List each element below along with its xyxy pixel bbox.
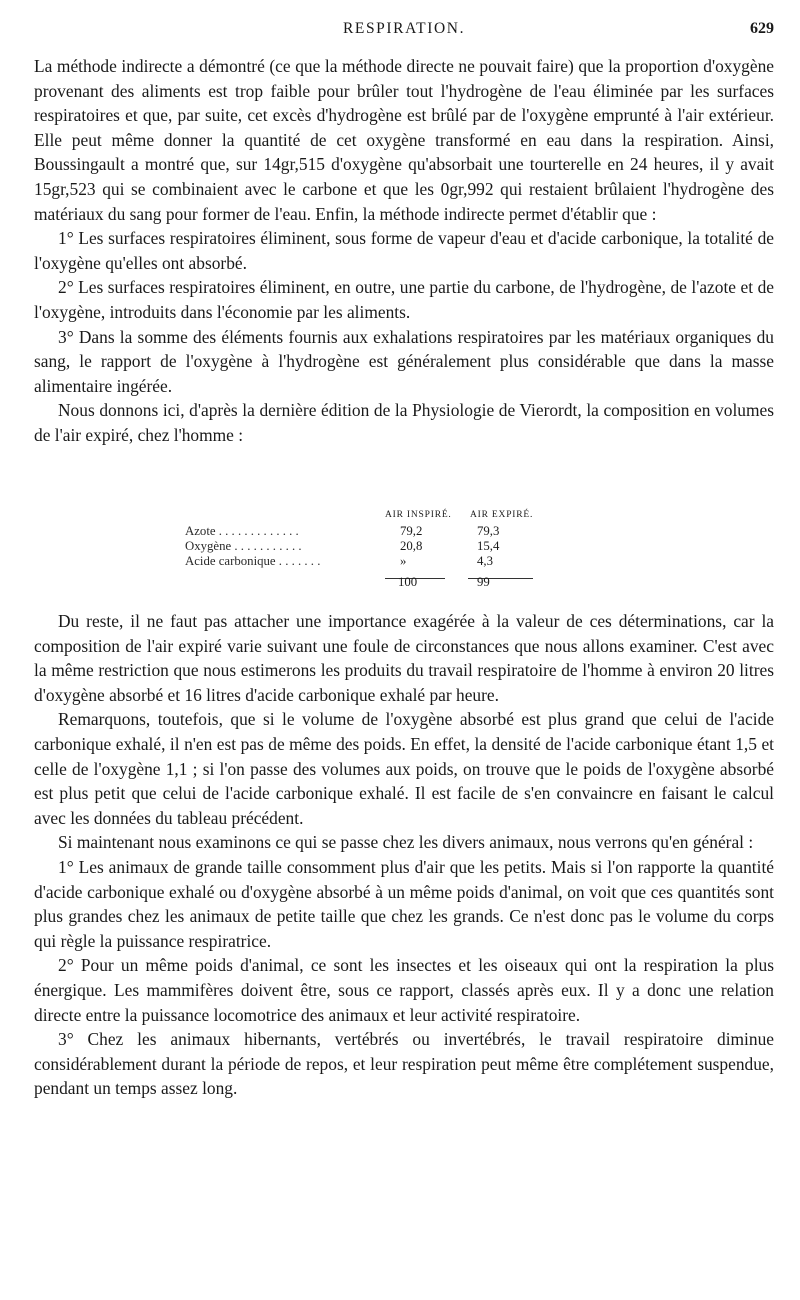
- column-header-inspired: AIR INSPIRÉ.: [385, 510, 452, 520]
- cell-inspired: 20,8: [400, 539, 423, 553]
- column-header-expired: AIR EXPIRÉ.: [470, 510, 534, 520]
- total-inspired: 100: [398, 575, 418, 589]
- cell-expired: 15,4: [477, 539, 500, 553]
- air-composition-table: [185, 508, 555, 593]
- paragraph-point-1: 1° Les surfaces respiratoires éliminent, sous forme de vapeur d'eau et d'acide carbonique, la totalité de l'oxygène qu'elles ont absorbé.: [34, 228, 774, 273]
- leader-dots: Acide carbonique . . . . . . .: [185, 554, 321, 568]
- cell-expired: 4,3: [477, 554, 493, 568]
- table-header: [185, 508, 555, 524]
- paragraph-vierordt: Nous donnons ici, d'après la dernière édition de la Physiologie de Vierordt, la composition en volumes de l'air expiré, chez l'homme :: [34, 400, 774, 445]
- cell-inspired: »: [400, 554, 407, 568]
- table-totals-row: [185, 575, 555, 593]
- running-title: RESPIRATION.: [342, 20, 466, 37]
- paragraph-animals-1: 1° Les animaux de grande taille consomment plus d'air que les petits. Mais si l'on rapporte la quantité d'acide carbonique exhalé ou d'oxygène absorbé à un même poids d'animal, on voit que ces quantités sont plus grandes chez les animaux de petite taille que chez les grands. Ce n'est donc pas le volume du corps qui règle la puissance respiratrice.: [34, 856, 774, 951]
- table-row: [185, 524, 555, 539]
- page-header: [34, 14, 774, 42]
- paragraph-animals-2: 2° Pour un même poids d'animal, ce sont les insectes et les oiseaux qui ont la respiration la plus énergique. Les mammifères doivent être, sous ce rapport, classés après eux. Il y a donc une relation directe entre la puissance locomotrice des animaux et leur activité respiratoire.: [34, 955, 774, 1025]
- leader-dots: Azote . . . . . . . . . . . . .: [185, 524, 299, 538]
- total-expired: 99: [477, 575, 490, 589]
- paragraph-animals-intro: Si maintenant nous examinons ce qui se passe chez les divers animaux, nous verrons qu'en général :: [58, 832, 754, 853]
- leader-dots: Oxygène . . . . . . . . . . .: [185, 539, 302, 553]
- paragraph-method: La méthode indirecte a démontré (ce que la méthode directe ne pouvait faire) que la proportion d'oxygène provenant des aliments est trop faible pour brûler tout l'hydrogène de l'eau éliminée par les surfaces respiratoires et que, par suite, cet excès d'hydrogène est brûlé par de l'oxygène emprunté à l'air extérieur. Elle peut même donner la quantité de cet oxygène transformé en eau dans la respiration. Ainsi, Boussingault a montré que, sur 14gr,515 d'oxygène qu'absorbait une tourterelle en 24 heures, il y avait 15gr,523 qui se combinaient avec le carbone et que les 0gr,992 qui restaient brûlaient l'hydrogène des matériaux du sang pour former de l'eau. Enfin, la méthode indirecte permet d'établir que :: [34, 56, 774, 224]
- paragraph-point-3: 3° Dans la somme des éléments fournis aux exhalations respiratoires par les matériaux organiques du sang, le rapport de l'oxygène à l'hydrogène est généralement plus considérable que dans la masse alimentaire ingérée.: [34, 326, 774, 396]
- paragraph-animals-3: 3° Chez les animaux hibernants, vertébrés ou invertébrés, le travail respiratoire diminue considérablement durant la période de repos, et leur respiration peut même être complétement suspendue, pendant un temps assez long.: [34, 1029, 774, 1099]
- body-text-top: [34, 54, 774, 448]
- table-row: [185, 539, 555, 554]
- paragraph-reserve: Du reste, il ne faut pas attacher une importance exagérée à la valeur de ces déterminations, car la composition de l'air expiré varie suivant une foule de circonstances que nous allons examiner. C'est avec la même restriction que nous estimerons les produits du travail respiratoire de l'homme à environ 20 litres d'oxygène absorbé et 16 litres d'acide carbonique exhalé par heure.: [34, 611, 774, 705]
- page-number: 629: [750, 20, 774, 37]
- paragraph-point-2: 2° Les surfaces respiratoires éliminent, en outre, une partie du carbone, de l'hydrogène, de l'azote et de l'oxygène, introduits dans l'économie par les aliments.: [34, 277, 774, 322]
- body-text-bottom: [34, 609, 774, 1101]
- table-row: [185, 554, 555, 569]
- cell-expired: 79,3: [477, 524, 500, 538]
- paragraph-volume-weight: Remarquons, toutefois, que si le volume de l'oxygène absorbé est plus grand que celui de l'acide carbonique exhalé, il n'en est pas de même des poids. En effet, la densité de l'acide carbonique étant 1,5 et celle de l'oxygène 1,1 ; si l'on passe des volumes aux poids, on trouve que le poids de l'oxygène absorbé est plus petit que celui de l'acide carbonique exhalé. Il est facile de s'en convaincre en faisant le calcul avec les données du tableau précédent.: [34, 709, 774, 828]
- cell-inspired: 79,2: [400, 524, 423, 538]
